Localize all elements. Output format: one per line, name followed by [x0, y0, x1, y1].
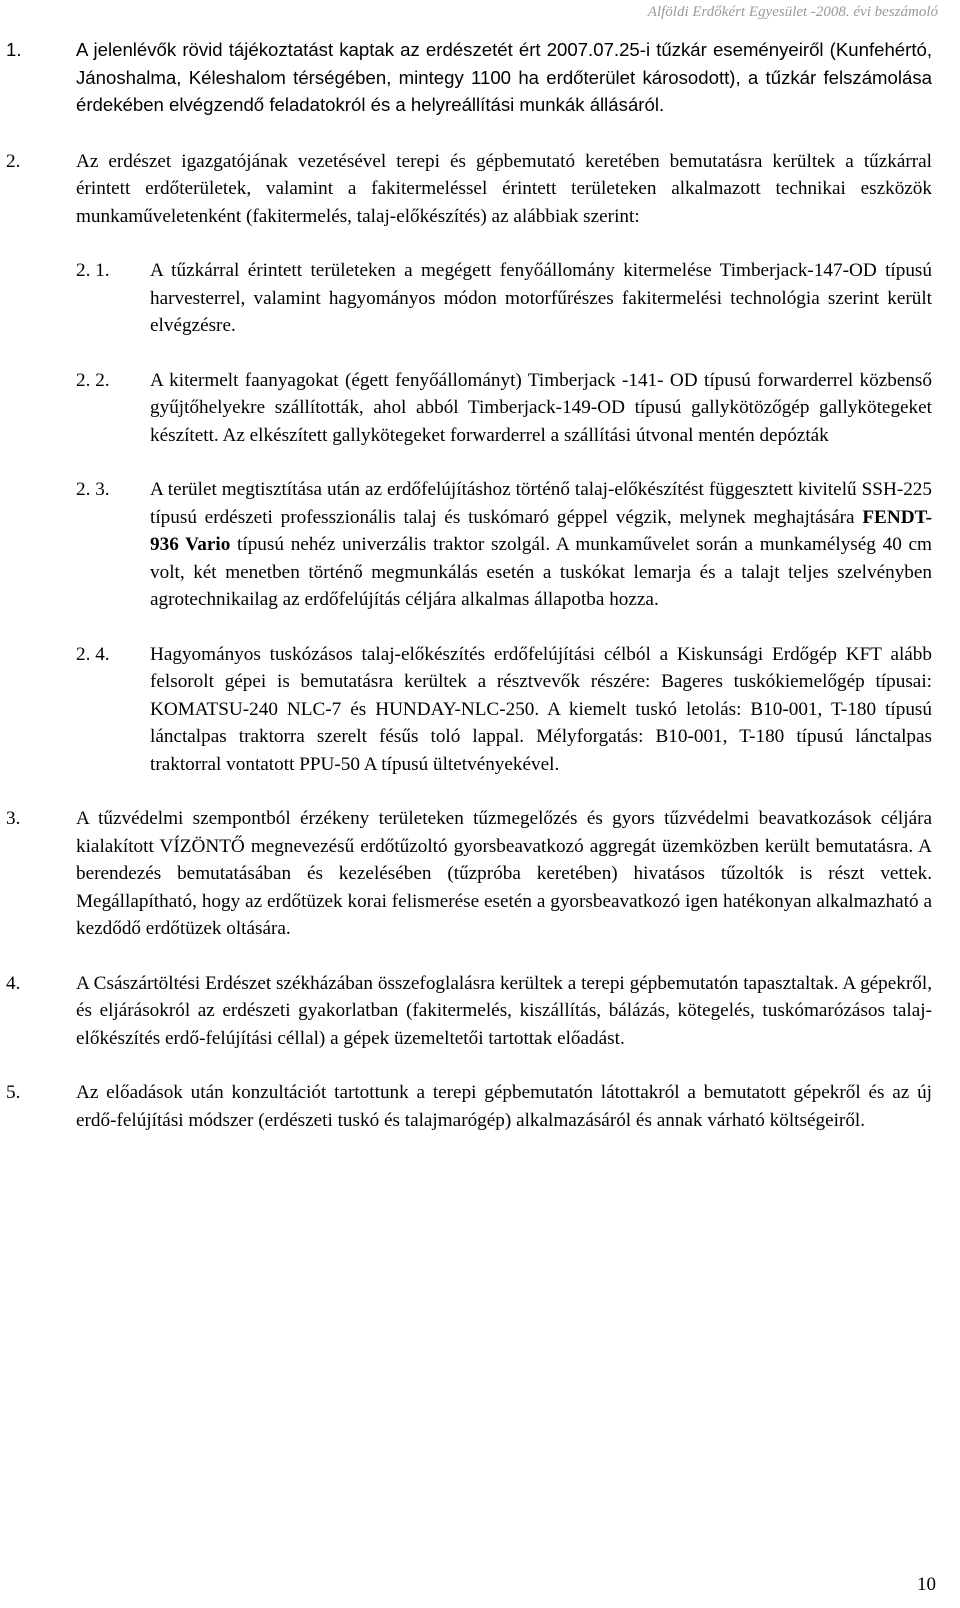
sub-item-text: A tűzkárral érintett területeken a megégett fenyőállomány kitermelése Timberjack-147-OD típusú harvesterrel, valamint hagyományos módon motorfűrészes fakitermelési technológia szerint került elvégzésre.: [150, 260, 932, 336]
item-number: 4.: [6, 972, 21, 994]
sub-item-2-4: [0, 641, 960, 779]
item-text: A tűzvédelmi szempontból érzékeny területeken tűzmegelőzés és gyors tűzvédelmi beavatkozások céljára kialakított VÍZÖNTŐ megnevezésű erdőtűzoltó gyorsbeavatkozó aggregát üzemközben került bemutatásra. A berendezés bemutatásában és kezelésében (tűzpróba keretében) hivatásos tűzoltók is részt vettek. Megállapítható, hogy az erdőtüzek korai felismerése esetén a gyorsbeavatkozó igen hatékonyan alkalmazható a kezdődő erdőtüzek oltására.: [76, 808, 932, 939]
list-item-3: [0, 805, 960, 943]
page-number: 10: [917, 1574, 936, 1595]
item-number: 5.: [6, 1082, 21, 1103]
sub-item-2-2: [0, 367, 960, 450]
sub-item-number: 2. 2.: [76, 369, 110, 391]
item-number: 3.: [6, 808, 21, 829]
list-item-2: [0, 148, 960, 231]
sub-item-text-a: A terület megtisztítása után az erdőfelújításhoz történő talaj-előkészítést függesztett kivitelű SSH-225 típusú erdészeti professzionális talaj és tuskómaró géppel végzik, melynek meghajtására: [150, 479, 932, 528]
sub-item-bold-model: FENDT- 936 Vario: [150, 506, 932, 555]
item-number: 1.: [6, 39, 22, 60]
item-number: 2.: [6, 150, 21, 172]
sub-item-number: 2. 1.: [76, 260, 110, 281]
sub-item-text-b: típusú nehéz univerzális traktor szolgál. A munkaművelet során a munkamélység 40 cm volt, két menetben történő megmunkálás esetén a tuskókat lemarja és a talajt teljes szelvényben agrotechnikailag az erdőfelújítás céljára alkalmas állapotba hozza.: [150, 534, 932, 610]
item-text: Az előadások után konzultációt tartottunk a terepi gépbemutatón látottakról a bemutatott gépekről és az új erdő-felújítási módszer (erdészeti tuskó és talajmarógép) alkalmazásáról és annak várható költségeiről.: [76, 1082, 932, 1131]
list-item-1: [0, 36, 960, 119]
sub-item-2-1: [0, 257, 960, 340]
list-item-5: [0, 1079, 960, 1134]
sub-item-number: 2. 3.: [76, 479, 110, 500]
item-text: Az erdészet igazgatójának vezetésével terepi és gépbemutató keretében bemutatásra kerültek a tűzkárral érintett erdőterületek, valamint a fakitermeléssel érintett területeken alkalmazott technikai eszközök munkaműveletenként (fakitermelés, talaj-előkészítés) az alábbiak szerint:: [76, 150, 932, 227]
document-body: [0, 36, 960, 1134]
sub-item-number: 2. 4.: [76, 643, 110, 665]
list-item-4: [0, 970, 960, 1053]
sub-item-2-3: [0, 476, 960, 614]
sub-item-text: Hagyományos tuskózásos talaj-előkészítés erdőfelújítási célból a Kiskunsági Erdőgép KFT alább felsorolt gépei is bemutatásra kerültek a résztvevők részére: Bageres tuskókiemelőgép típusai: KOMATSU-240 NLC-7 és HUNDAY-NLC-250. A kiemelt tuskó letolás: B10-001, T-180 típusú lánctalpas traktorra szerelt fésűs toló lappal. Mélyforgatás: B10-001, T-180 típusú lánctalpas traktorral vontatott PPU-50 A típusú ültetvényekével.: [150, 643, 932, 775]
page-header: Alföldi Erdőkért Egyesület -2008. évi beszámoló: [647, 4, 938, 20]
item-text: A jelenlévők rövid tájékoztatást kaptak az erdészetét ért 2007.07.25-i tűzkár eseményeiről (Kunfehértó, Jánoshalma, Kéleshalom térségében, mintegy 1100 ha erdőterület károsodott), a tűzkár felszámolása érdekében elvégzendő feladatokról és a helyreállítási munkák állásáról.: [76, 39, 932, 115]
item-text: A Császártöltési Erdészet székházában összefoglalásra kerültek a terepi gépbemutatón tapasztaltak. A gépekről, és eljárásokról az erdészeti gyakorlatban (fakitermelés, kiszállítás, bálázás, kötegelés, tuskómarózásos talaj-előkészítés erdő-felújítási céllal) a gépek üzemeltetői tartottak előadást.: [76, 972, 932, 1049]
sub-item-text: A kitermelt faanyagokat (égett fenyőállományt) Timberjack -141- OD típusú forwarderrel közbenső gyűjtőhelyekre szállították, ahol abból Timberjack-149-OD típusú gallykötözőgép gallykötegeket készített. Az elkészített gallykötegeket forwarderrel a szállítási útvonal mentén depózták: [150, 369, 932, 446]
